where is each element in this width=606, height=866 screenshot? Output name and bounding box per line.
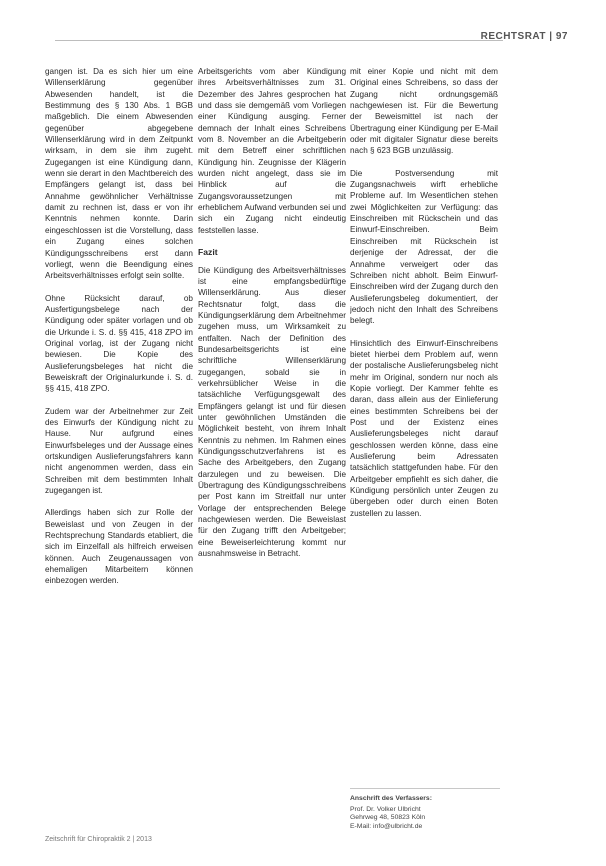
author-line: Gehrweg 48, 50823 Köln <box>350 814 426 822</box>
text-column-3 <box>350 66 498 782</box>
author-line: Prof. Dr. Volker Ulbricht <box>350 805 421 813</box>
paragraph: Die Postversendung mit Zugangsnachweis wirft erhebliche Probleme auf. Im Wesentlichen stehen zwei Möglichkeiten zur Verfügung: das Einschreiben mit Rückschein und das Einwurf-Einschreiben. Beim Einschreiben mit Rückschein ist derjenige der Adressat, der die Annahme verweigert oder das Schreiben nicht abholt. Beim Einwurf-Einschreiben wird der Zugang durch den Auslieferungsbeleg dokumentiert, der jedoch nicht den Inhalt des Schreibens belegt. <box>350 168 498 326</box>
paragraph: Die Kündigung des Arbeitsverhältnisses ist eine empfangsbedürftige Willenserklärung. Aus dieser Rechtsnatur folgt, dass die Kündigungserklärung dem Arbeitnehmer zugehen muss, um Wirksamkeit zu entfalten. Nach der Definition des Bundesarbeitsgerichts ist eine schriftliche Willenserklärung zugegangen, sobald sie in verkehrsüblicher Weise in die tatsächliche Verfügungsgewalt des Empfängers gelangt ist und für diesen unter gewöhnlichen Umständen die Möglichkeit besteht, von ihrem Inhalt Kenntnis zu nehmen. Im Rahmen eines Kündigungsschutzverfahrens ist es Sache des Arbeitgebers, den Zugang darzulegen und zu beweisen. Die Übertragung des Kündigungsschreibens per Post kann im Streitfall nur unter Vorlage der entsprechenden Belege nachgewiesen werden. Die Beweislast für den Zugang trifft den Arbeitgeber; eine Beweiserleichterung kommt nur ausnahmsweise in Betracht. <box>198 265 346 559</box>
author-divider <box>350 788 500 789</box>
header-rule <box>55 40 503 41</box>
paragraph: gangen ist. Da es sich hier um eine Willenserklärung gegenüber Abwesenden handelt, ist die Bestimmung des § 130 Abs. 1 BGB maßgeblich. Die einem Abwesenden gegenüber abgegebene Willenserklärung wird in dem Zeitpunkt wirksam, in dem sie ihm zugeht. Zugegangen ist eine Kündigung dann, wenn sie derart in den Machtbereich des Empfängers gelangt ist, dass bei Annahme gewöhnlicher Verhältnisse damit zu rechnen ist, dass er von ihr Kenntnis nehmen konnte. Darin eingeschlossen ist die Vorstellung, dass ein Zugang eines solchen Kündigungsschreibens erst dann vorliegt, wenn die Beendigung eines Arbeitsverhältnisses erfolgt sein sollte. <box>45 67 193 281</box>
fazit-heading: Fazit <box>198 247 218 258</box>
paragraph: mit einer Kopie und nicht mit dem Original eines Schreibens, so dass der Zugang nicht ordnungsgemäß nachgewiesen ist. Für die Bewertung der Beweismittel ist nach der Übertragung einer Kündigung per E-Mail oder mit digitaler Signatur diese bereits nach § 623 BGB unzulässig. <box>350 67 498 156</box>
paragraph: Allerdings haben sich zur Rolle der Beweislast und von Zeugen in der Rechtsprechung Standards etabliert, die sich im Einzelfall als hilfreich erweisen können. Auch Zeugenaussagen von ehemaligen Mitarbeitern können einbezogen werden. <box>45 508 193 586</box>
paragraph: Arbeitsgerichts vom aber Kündigung ihres Arbeitsverhältnisses zum 31. Dezember des Jahres gesprochen hat und dass sie demgemäß vom Vorliegen einer Kündigung ausging. Ferner demnach der Inhalt eines Schreibens vom 8. November an die Arbeitgeberin mit dem Betreff einer schriftlichen Kündigung hin. Zeugnisse der Klägerin wurden nicht angelegt, dass sie im Hinblick auf die Zugangsvoraussetzungen mit erheblichem Aufwand verbunden sei und sich ein Zugang nicht eindeutig feststellen lasse. <box>198 67 346 235</box>
author-email[interactable]: E-Mail: info@ulbricht.de <box>350 822 423 830</box>
section-label: RECHTSRAT | 97 <box>480 31 568 42</box>
author-box-title: Anschrift des Verfassers: <box>350 795 432 802</box>
paragraph: Ohne Rücksicht darauf, ob Ausfertigungsbelege nach der Kündigung oder später vorlagen und ob die Urkunde i. S. d. §§ 415, 418 ZPO im Original vorlag, ist der Zugang nicht bewiesen. Die Kopie des Auslieferungsbeleges hat nicht die Beweiskraft der Originalurkunde i. S. d. §§ 415, 418 ZPO. <box>45 293 193 394</box>
text-column-2 <box>198 66 346 816</box>
paragraph: Hinsichtlich des Einwurf-Einschreibens bietet hierbei dem Problem auf, wenn der postalische Auslieferungsbeleg nicht mehr im Original, sondern nur noch als Kopie vorliegt. Der Kammer fehlte es daran, dass allein aus der Einlieferung eines bestimmten Schreibens bei der Post und der Existenz eines Auslieferungsbeleges nicht darauf geschlossen werden könne, dass eine Auslieferung beim Adressaten tatsächlich stattgefunden habe. Für den Arbeitgeber empfiehlt es sich daher, die Kündigung persönlich unter Zeugen zu übergeben oder durch einen Boten zustellen zu lassen. <box>350 338 498 518</box>
text-column-1 <box>45 66 193 816</box>
author-address-box <box>350 795 500 831</box>
page-footer: Zeitschrift für Chiropraktik 2 | 2013 <box>45 836 152 843</box>
paragraph: Zudem war der Arbeitnehmer zur Zeit des Einwurfs der Kündigung nicht zu Hause. Nur aufgrund eines Einwurfsbeleges und der Aussage eines ortskundigen Auslieferungsfahrers kann nicht angenommen werden, dass ein Schreiben mit dem bestimmten Inhalt zugegangen ist. <box>45 406 193 496</box>
